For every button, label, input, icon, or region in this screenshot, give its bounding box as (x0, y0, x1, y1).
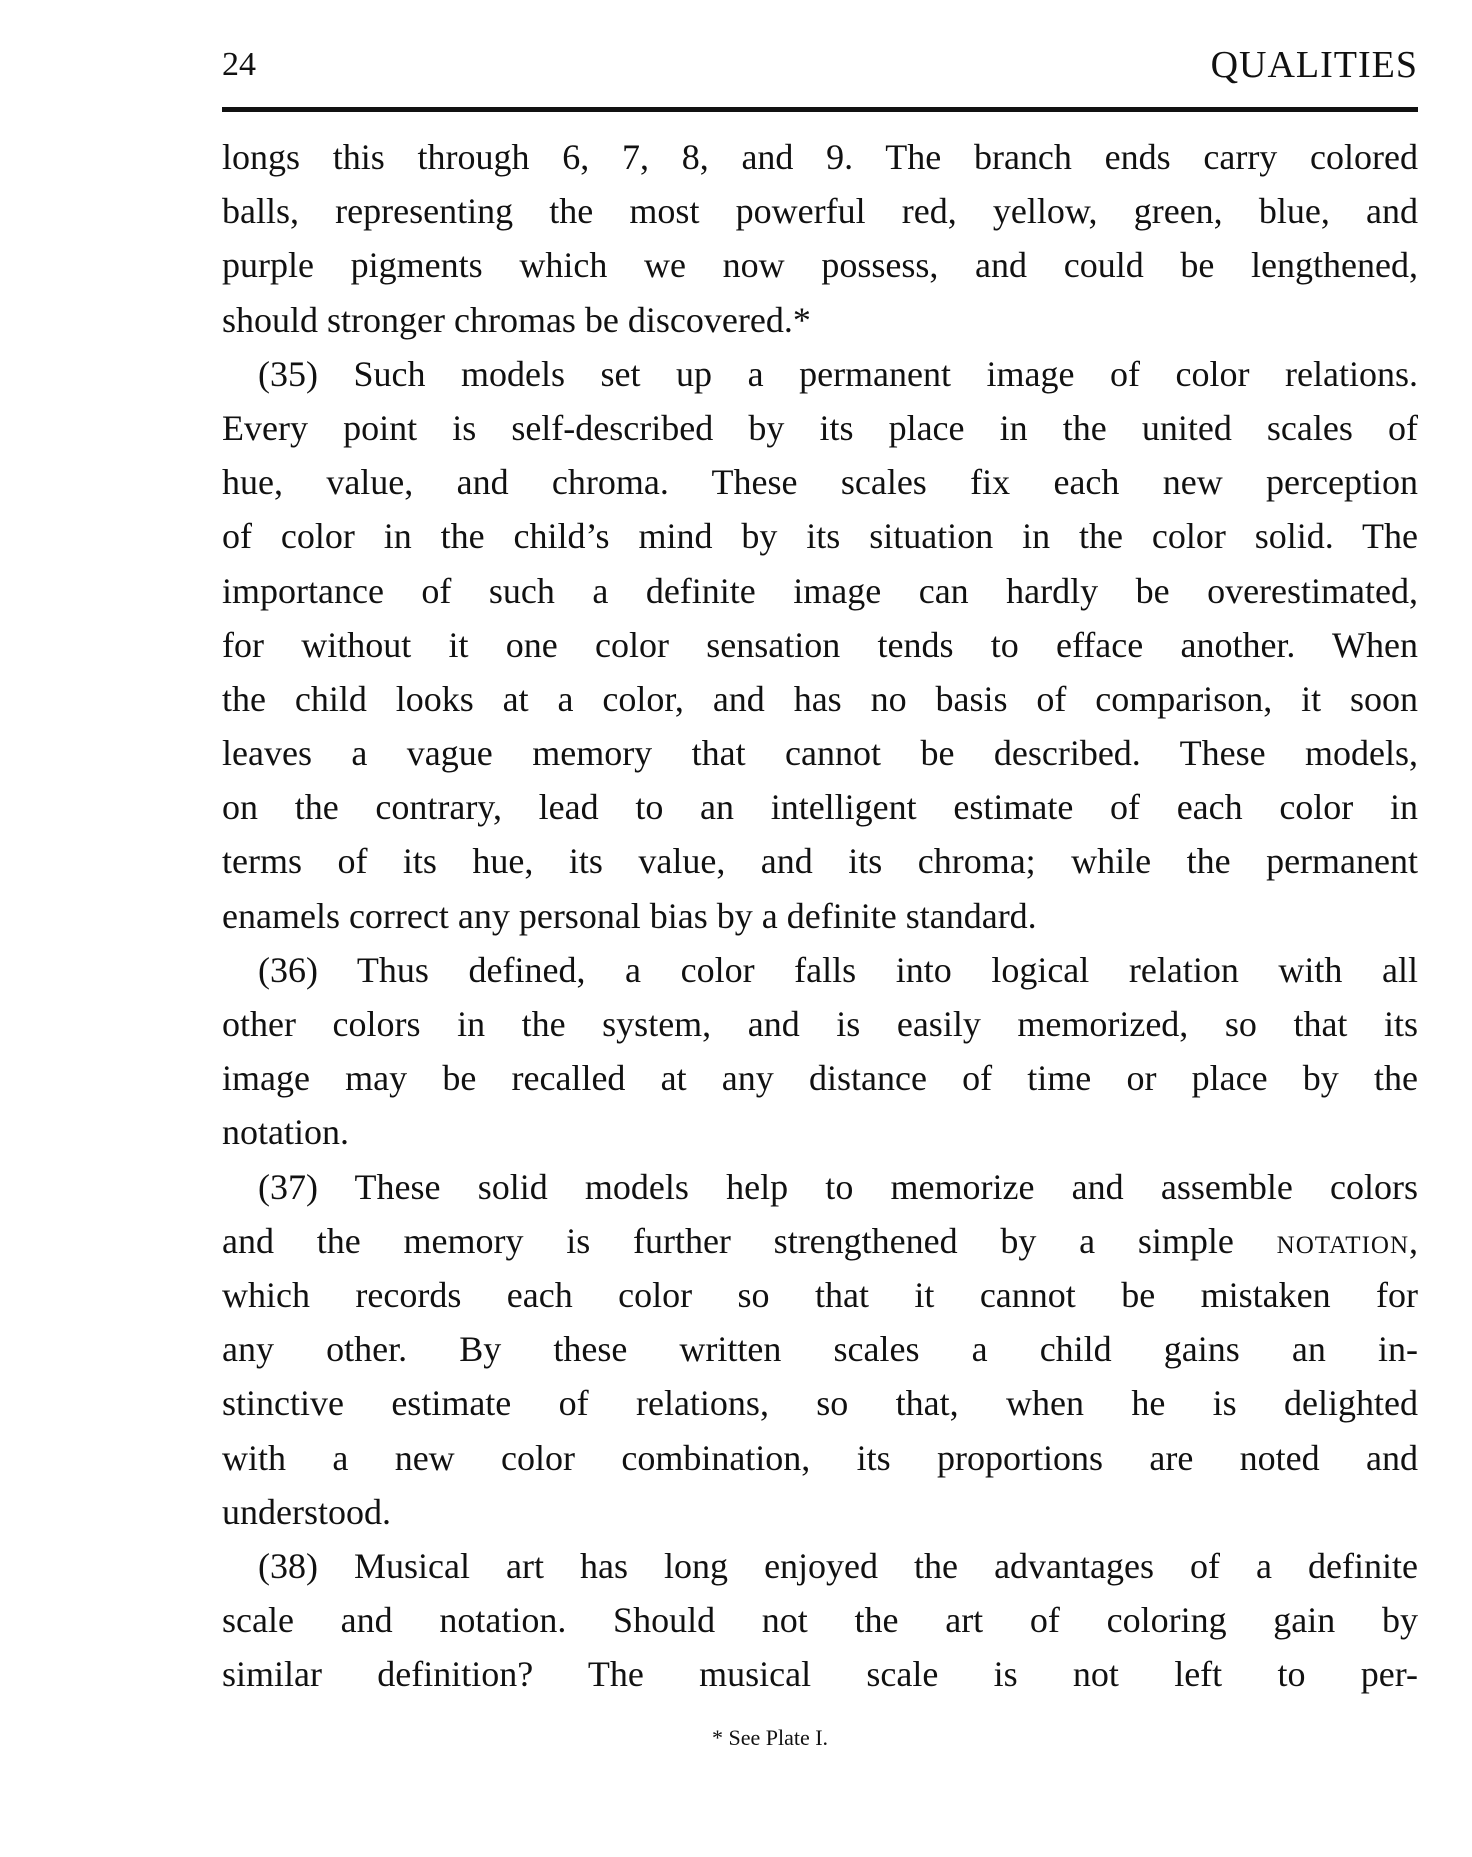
text-line: stinctive estimate of relations, so that, when he is delighted (222, 1383, 1418, 1424)
paragraph-36-start: (36) Thus defined, a color falls into logical relation with all (258, 949, 1418, 990)
paragraph-35-start: (35) Such models set up a permanent image of color relations. (258, 353, 1418, 394)
notation-smallcaps: notation (1276, 1220, 1410, 1261)
text-line: scale and notation. Should not the art of coloring gain by (222, 1600, 1418, 1641)
footnote: * See Plate I. (711, 1725, 829, 1750)
running-head: QUALITIES (1210, 44, 1418, 86)
text-line: any other. By these written scales a child gains an in- (222, 1329, 1418, 1370)
text-line: similar definition? The musical scale is not left to per- (222, 1654, 1418, 1695)
text-line: longs this through 6, 7, 8, and 9. The branch ends carry colored (222, 137, 1418, 177)
text-line: the child looks at a color, and has no basis of comparison, it soon (222, 678, 1418, 719)
text-line: of color in the child’s mind by its situation in the color solid. The (222, 516, 1418, 557)
paragraph-37-start: (37) These solid models help to memorize and assemble colors (258, 1166, 1418, 1207)
text-fragment: , (1409, 1220, 1418, 1261)
text-line: understood. (222, 1491, 391, 1532)
text-line: hue, value, and chroma. These scales fix each new perception (222, 462, 1418, 503)
text-line: leaves a vague memory that cannot be described. These models, (222, 733, 1418, 774)
page-number: 24 (222, 46, 256, 83)
text-line: should stronger chromas be discovered.* (222, 299, 811, 340)
text-line: balls, representing the most powerful red, yellow, green, blue, and (222, 191, 1418, 232)
text-line-notation (222, 1214, 1418, 1268)
text-fragment: and the memory is further strengthened by a simple (222, 1220, 1234, 1261)
text-line: importance of such a definite image can hardly be overestimated, (222, 570, 1418, 611)
body-text (222, 130, 1418, 1701)
paragraph-38-start: (38) Musical art has long enjoyed the advantages of a definite (258, 1545, 1418, 1586)
text-line: Every point is self-described by its place in the united scales of (222, 407, 1418, 448)
text-line: terms of its hue, its value, and its chroma; while the permanent (222, 841, 1418, 882)
text-line: purple pigments which we now possess, and could be lengthened, (222, 245, 1418, 286)
text-line: on the contrary, lead to an intelligent estimate of each color in (222, 787, 1418, 828)
text-line: other colors in the system, and is easily memorized, so that its (222, 1004, 1418, 1044)
text-line: image may be recalled at any distance of time or place by the (222, 1058, 1418, 1099)
text-line: notation. (222, 1112, 349, 1153)
header-rule (222, 107, 1418, 112)
page-header (222, 40, 1418, 90)
text-line: which records each color so that it cannot be mistaken for (222, 1274, 1418, 1315)
text-line: enamels correct any personal bias by a definite standard. (222, 895, 1037, 936)
text-line: for without it one color sensation tends to efface another. When (222, 624, 1418, 665)
text-line: with a new color combination, its proportions are noted and (222, 1437, 1418, 1478)
